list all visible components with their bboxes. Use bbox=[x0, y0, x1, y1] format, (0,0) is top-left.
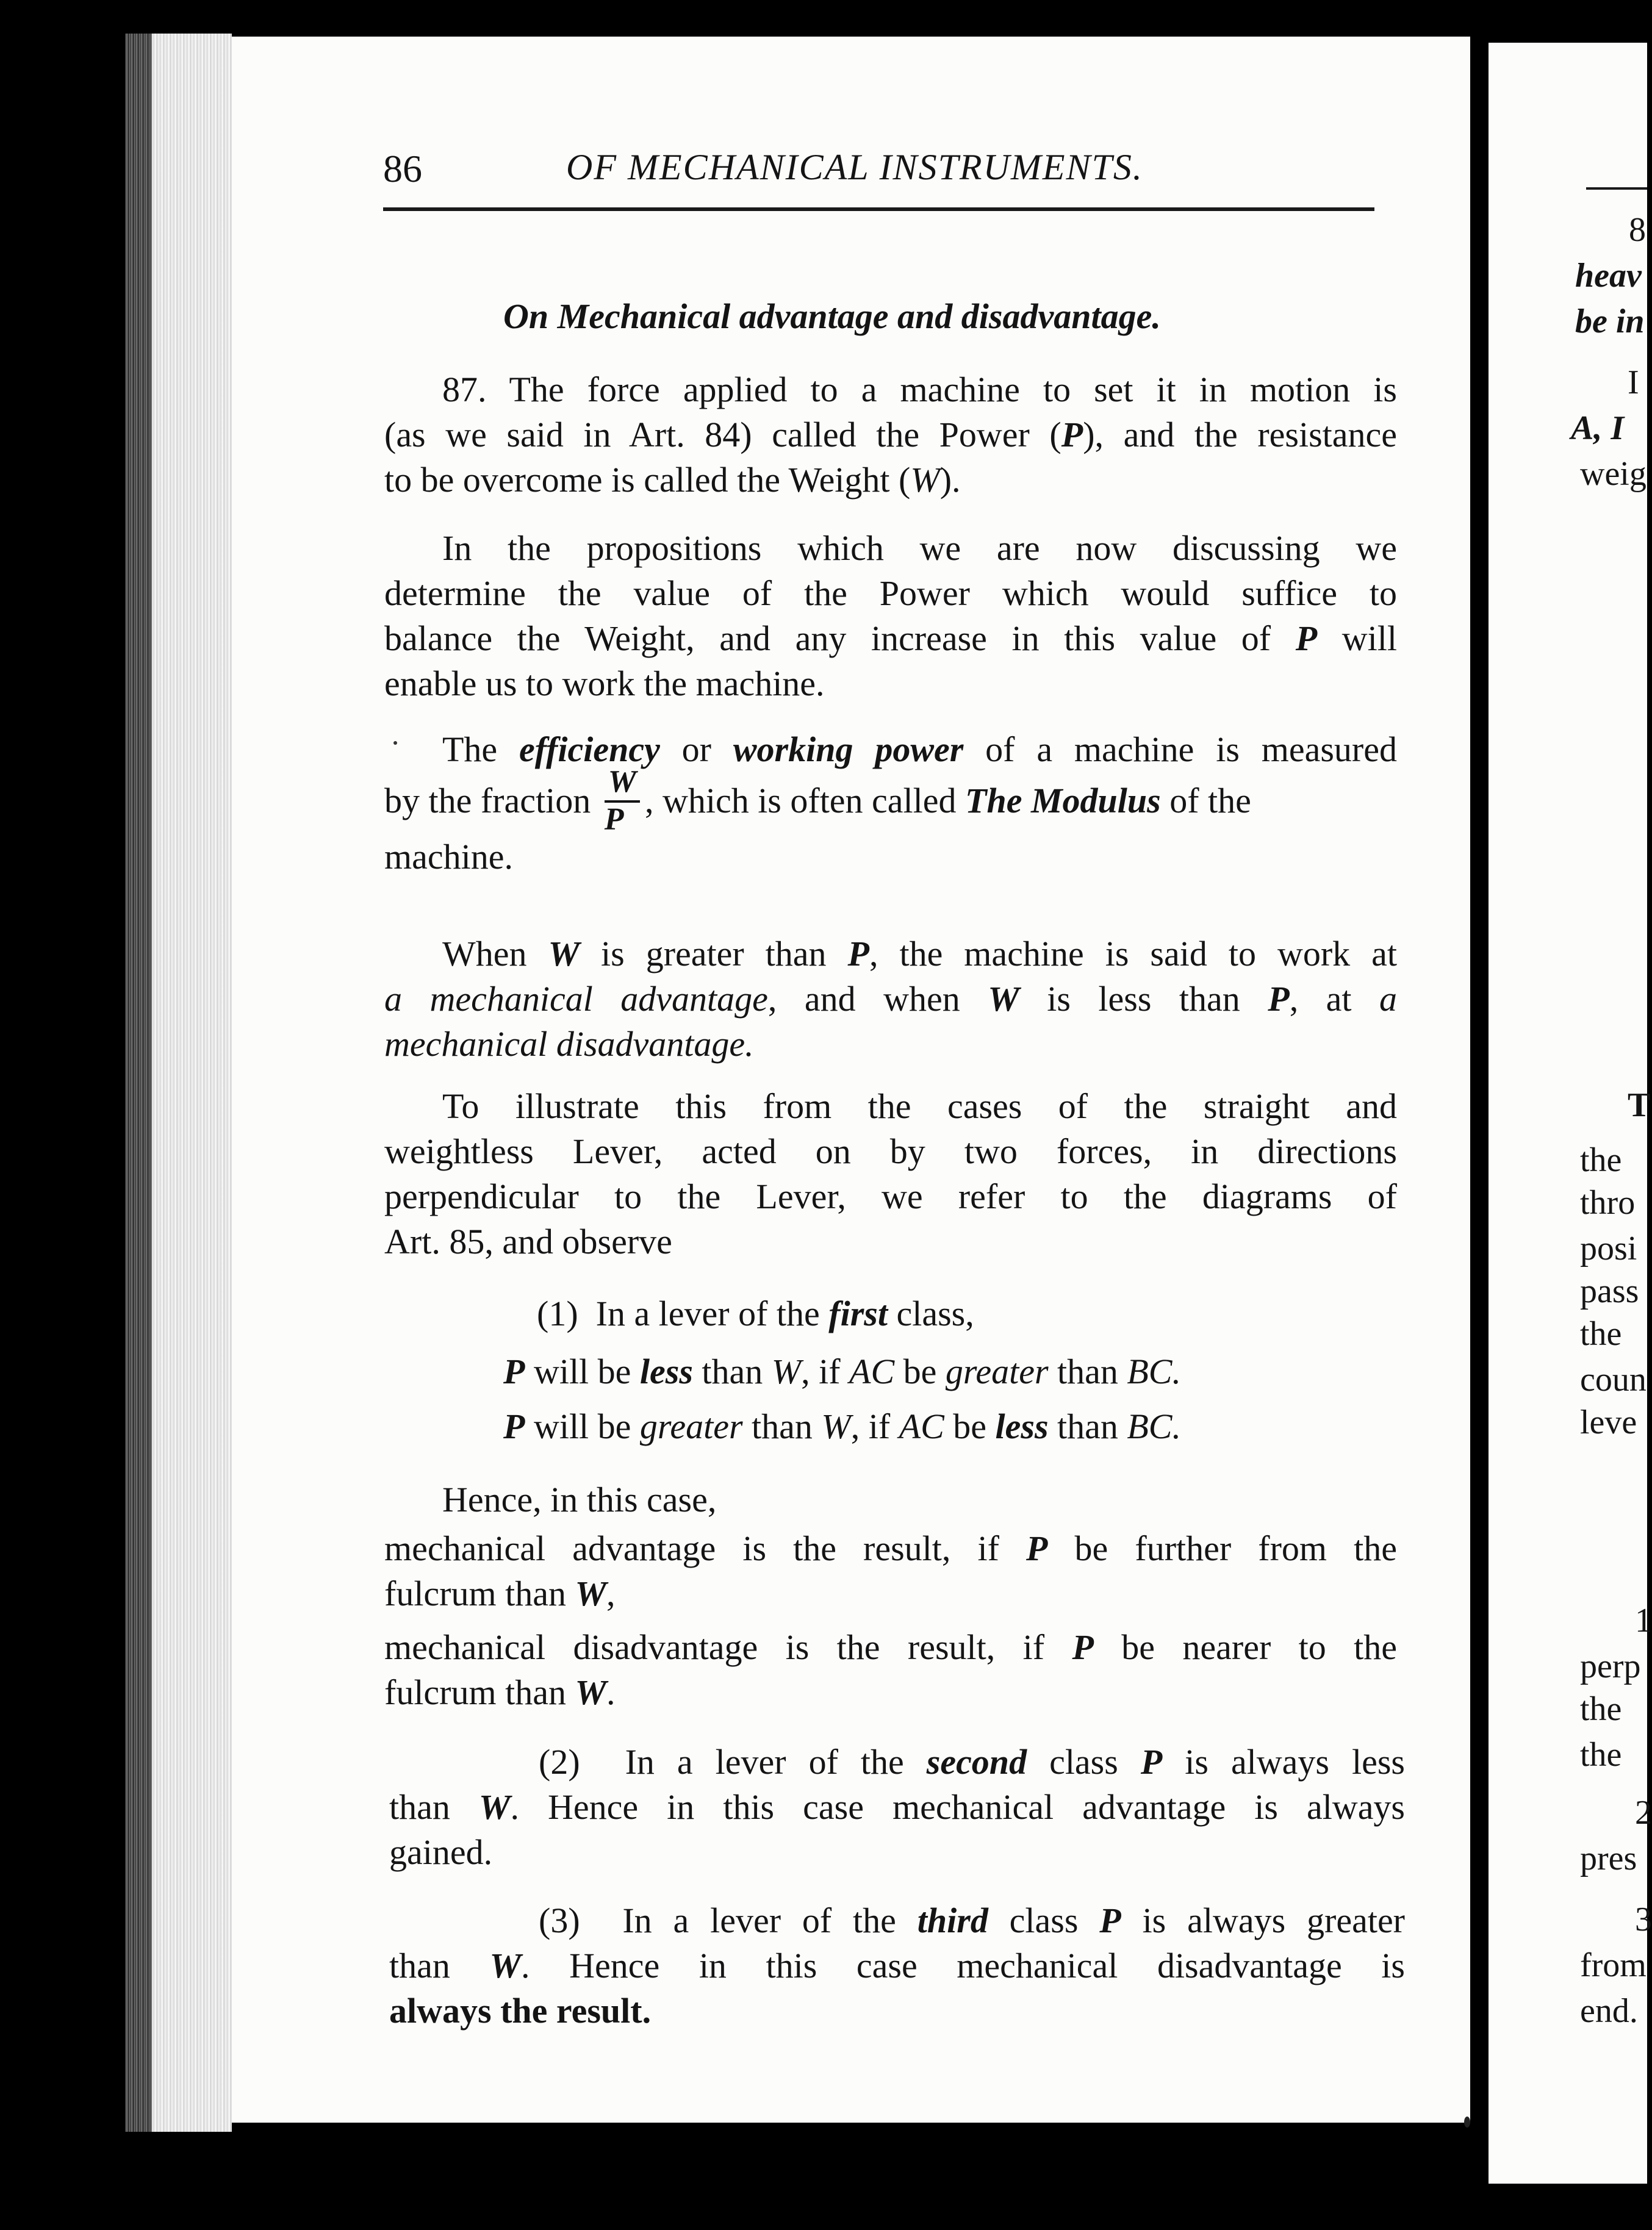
text: class bbox=[988, 1901, 1100, 1940]
text: than bbox=[742, 1407, 822, 1446]
text: In the propositions which we are now discussing we bbox=[442, 528, 1397, 568]
symbol-w: W bbox=[478, 1787, 511, 1827]
facing-text: heav bbox=[1575, 257, 1642, 295]
text-line bbox=[389, 1948, 1405, 1984]
facing-text: the bbox=[1580, 1315, 1622, 1353]
facing-text: be in bbox=[1575, 303, 1645, 340]
paragraph-efficiency bbox=[384, 732, 1397, 875]
text-line bbox=[384, 372, 1397, 407]
text: be bbox=[944, 1407, 996, 1446]
text: fulcrum than bbox=[384, 1672, 575, 1712]
text: (1) In a lever of the bbox=[537, 1294, 829, 1333]
term-less: less bbox=[639, 1352, 693, 1391]
paragraph-illustrate bbox=[384, 1086, 1397, 1261]
text: balance the Weight, and any increase in this value of bbox=[384, 618, 1296, 658]
text: . bbox=[606, 1672, 616, 1712]
running-head-title: OF MECHANICAL INSTRUMENTS. bbox=[566, 147, 1143, 187]
symbol-p: P bbox=[1099, 1901, 1121, 1940]
text: gained. bbox=[389, 1832, 493, 1872]
text: than bbox=[692, 1352, 772, 1391]
text: by the fraction bbox=[384, 781, 600, 820]
symbol-w: W bbox=[821, 1407, 851, 1446]
paragraph-87 bbox=[384, 372, 1397, 498]
symbol-w: W bbox=[771, 1352, 802, 1391]
symbol-w: W bbox=[988, 979, 1019, 1019]
text: ). bbox=[939, 460, 961, 500]
text: of the bbox=[1160, 781, 1251, 820]
text: . Hence in this case mechanical advantage is always bbox=[510, 1787, 1406, 1827]
text-line bbox=[389, 1787, 1406, 1827]
text: (3) In a lever of the bbox=[539, 1901, 918, 1940]
text: , at bbox=[1289, 979, 1379, 1019]
text: machine. bbox=[384, 837, 513, 877]
text: , which is often called bbox=[644, 781, 966, 820]
text-line bbox=[384, 1224, 1397, 1260]
book-binding bbox=[125, 34, 152, 2132]
text-line bbox=[384, 764, 1397, 837]
term-second: second bbox=[926, 1742, 1027, 1782]
text: mechanical advantage is the result, if bbox=[384, 1529, 1027, 1568]
symbol-p: P bbox=[847, 934, 869, 973]
symbol-p: P bbox=[1268, 979, 1290, 1019]
text: 87. The force applied to a machine to set it in motion is bbox=[442, 370, 1397, 409]
symbol-w: W bbox=[489, 1946, 522, 1985]
facing-text: 8 bbox=[1629, 211, 1646, 249]
text: fulcrum than bbox=[384, 1574, 575, 1613]
symbol-p: P bbox=[1061, 415, 1083, 454]
text-line bbox=[384, 981, 1397, 1017]
text: . Hence in this case mechanical disadvantage is bbox=[521, 1946, 1405, 1985]
text: will bbox=[1317, 618, 1397, 658]
text: than bbox=[1048, 1352, 1127, 1391]
facing-text: thro bbox=[1580, 1184, 1636, 1222]
text: of a machine is measured bbox=[963, 730, 1397, 769]
text-line bbox=[503, 1409, 1315, 1444]
text: , the machine is said to work at bbox=[869, 934, 1397, 973]
text-line bbox=[384, 1672, 1397, 1712]
text: , if bbox=[801, 1352, 850, 1391]
text: (2) In a lever of the bbox=[539, 1742, 927, 1782]
case-first-condition-less bbox=[503, 1354, 1315, 1389]
facing-text: from bbox=[1580, 1946, 1647, 1984]
symbol-p: P bbox=[503, 1407, 525, 1446]
text-line bbox=[384, 528, 1397, 568]
text: is greater than bbox=[580, 934, 848, 973]
text: is less than bbox=[1019, 979, 1268, 1019]
term-modulus: The Modulus bbox=[965, 781, 1161, 820]
facing-text: pres bbox=[1580, 1840, 1637, 1877]
symbol-bc: BC. bbox=[1127, 1352, 1181, 1391]
text: weightless Lever, acted on by two forces, in directions bbox=[384, 1131, 1397, 1171]
text: determine the value of the Power which would suffice to bbox=[384, 573, 1397, 613]
symbol-w: W bbox=[575, 1574, 607, 1613]
facing-text: the bbox=[1580, 1141, 1622, 1179]
text: will be bbox=[525, 1407, 640, 1446]
paper-speck bbox=[393, 741, 397, 745]
text: or bbox=[659, 730, 733, 769]
facing-text: 3 bbox=[1635, 1901, 1652, 1938]
symbol-p: P bbox=[1026, 1529, 1048, 1568]
text: The bbox=[442, 730, 520, 769]
facing-text: pass bbox=[1580, 1272, 1639, 1310]
text: be further from the bbox=[1047, 1529, 1397, 1568]
symbol-bc: BC. bbox=[1127, 1407, 1181, 1446]
term-mechanical-disadvantage: mechanical disadvantage. bbox=[384, 1024, 754, 1064]
text-line bbox=[384, 573, 1397, 613]
text-line bbox=[384, 1086, 1397, 1126]
text: will be bbox=[525, 1352, 640, 1391]
facing-header-rule bbox=[1586, 187, 1647, 190]
text: enable us to work the machine. bbox=[384, 664, 825, 703]
symbol-p: P bbox=[1295, 618, 1318, 658]
text: always the result. bbox=[389, 1991, 652, 2031]
text: perpendicular to the Lever, we refer to the diagrams of bbox=[384, 1177, 1397, 1216]
page-edges bbox=[152, 34, 232, 2132]
text: , bbox=[606, 1574, 616, 1613]
text: than bbox=[389, 1946, 490, 1985]
text: to be overcome is called the Weight ( bbox=[384, 460, 911, 500]
symbol-w: W bbox=[548, 934, 580, 973]
section-heading: On Mechanical advantage and disadvantage. bbox=[503, 296, 1161, 336]
facing-text: weig bbox=[1580, 455, 1647, 493]
text-line bbox=[384, 1179, 1397, 1214]
text-line bbox=[384, 462, 1397, 498]
symbol-ac: AC bbox=[899, 1407, 944, 1446]
facing-text: the bbox=[1580, 1736, 1622, 1774]
text-line bbox=[384, 1627, 1397, 1667]
term-working-power: working power bbox=[733, 730, 964, 769]
text: class, bbox=[887, 1294, 974, 1333]
text-line bbox=[537, 1296, 1330, 1332]
symbol-w: W bbox=[910, 460, 940, 500]
facing-text: the bbox=[1580, 1690, 1622, 1728]
text-line bbox=[389, 1832, 1405, 1872]
case-first-class bbox=[537, 1296, 1330, 1332]
text: be bbox=[894, 1352, 946, 1391]
text: Art. 85, and observe bbox=[384, 1222, 672, 1261]
header-rule bbox=[383, 207, 1374, 211]
text-line bbox=[503, 1354, 1315, 1389]
text-line bbox=[384, 618, 1397, 658]
text: be nearer to the bbox=[1093, 1627, 1397, 1667]
text: Hence, in this case, bbox=[442, 1480, 717, 1519]
text-line bbox=[389, 1903, 1405, 1938]
case-third-class bbox=[389, 1903, 1405, 2029]
term-greater: greater bbox=[639, 1407, 743, 1446]
text: than bbox=[389, 1787, 479, 1827]
term-first: first bbox=[828, 1294, 888, 1333]
facing-text: posi bbox=[1580, 1230, 1637, 1267]
text: To illustrate this from the cases of the straight and bbox=[442, 1086, 1397, 1126]
text: is always less bbox=[1162, 1742, 1405, 1782]
term-efficiency: efficiency bbox=[519, 730, 660, 769]
facing-text: A, I bbox=[1571, 409, 1625, 447]
paragraph-when-w-greater bbox=[384, 936, 1397, 1062]
text-line bbox=[384, 839, 1397, 875]
running-head bbox=[383, 146, 1374, 213]
facing-page bbox=[1489, 43, 1652, 2184]
symbol-p: P bbox=[1072, 1627, 1094, 1667]
text: , if bbox=[850, 1407, 899, 1446]
text-line bbox=[389, 1993, 1405, 2029]
text-line bbox=[384, 666, 1397, 701]
symbol-ac: AC bbox=[849, 1352, 895, 1391]
term-less: less bbox=[995, 1407, 1049, 1446]
text-line bbox=[384, 1576, 1397, 1612]
text: (as we said in Art. 84) called the Power ( bbox=[384, 415, 1061, 454]
symbol-w: W bbox=[575, 1672, 607, 1712]
text: class bbox=[1027, 1742, 1141, 1782]
text-line bbox=[389, 1744, 1405, 1780]
text: , and when bbox=[767, 979, 988, 1019]
facing-text: 1 bbox=[1635, 1602, 1652, 1640]
facing-text: leve bbox=[1580, 1404, 1637, 1441]
text-line bbox=[384, 1131, 1397, 1171]
term-greater: greater bbox=[945, 1352, 1049, 1391]
fraction-denominator: P bbox=[604, 802, 624, 837]
text: is always greater bbox=[1121, 1901, 1405, 1940]
page-number: 86 bbox=[383, 147, 422, 190]
paragraph-hence bbox=[384, 1482, 1397, 1710]
fraction-numerator: W bbox=[605, 766, 640, 803]
text-line bbox=[384, 417, 1397, 453]
facing-text: 2 bbox=[1635, 1794, 1652, 1832]
paragraph-propositions bbox=[384, 528, 1397, 703]
text: mechanical disadvantage is the result, if bbox=[384, 1627, 1072, 1667]
text-line bbox=[384, 1482, 1397, 1518]
case-second-class bbox=[389, 1744, 1405, 1870]
symbol-p: P bbox=[1140, 1742, 1163, 1782]
symbol-p: P bbox=[503, 1352, 525, 1391]
text-line bbox=[384, 936, 1397, 972]
text: than bbox=[1048, 1407, 1127, 1446]
text-line bbox=[384, 1531, 1397, 1566]
facing-text: I bbox=[1628, 364, 1639, 401]
text: When bbox=[442, 934, 548, 973]
facing-text: end. bbox=[1580, 1992, 1638, 2030]
fraction-w-over-p bbox=[605, 766, 640, 836]
paper-speck bbox=[1464, 2117, 1470, 2128]
text-line bbox=[384, 732, 1397, 767]
facing-text: perp bbox=[1580, 1647, 1641, 1685]
text: ), and the resistance bbox=[1083, 415, 1398, 454]
facing-text: T bbox=[1628, 1086, 1651, 1124]
term-mechanical-advantage: a mechanical advantage bbox=[384, 979, 768, 1019]
facing-text: coun bbox=[1580, 1361, 1647, 1399]
term-third: third bbox=[917, 1901, 988, 1940]
case-first-condition-greater bbox=[503, 1409, 1315, 1444]
text-line bbox=[384, 1024, 1397, 1064]
text: a bbox=[1379, 979, 1397, 1019]
